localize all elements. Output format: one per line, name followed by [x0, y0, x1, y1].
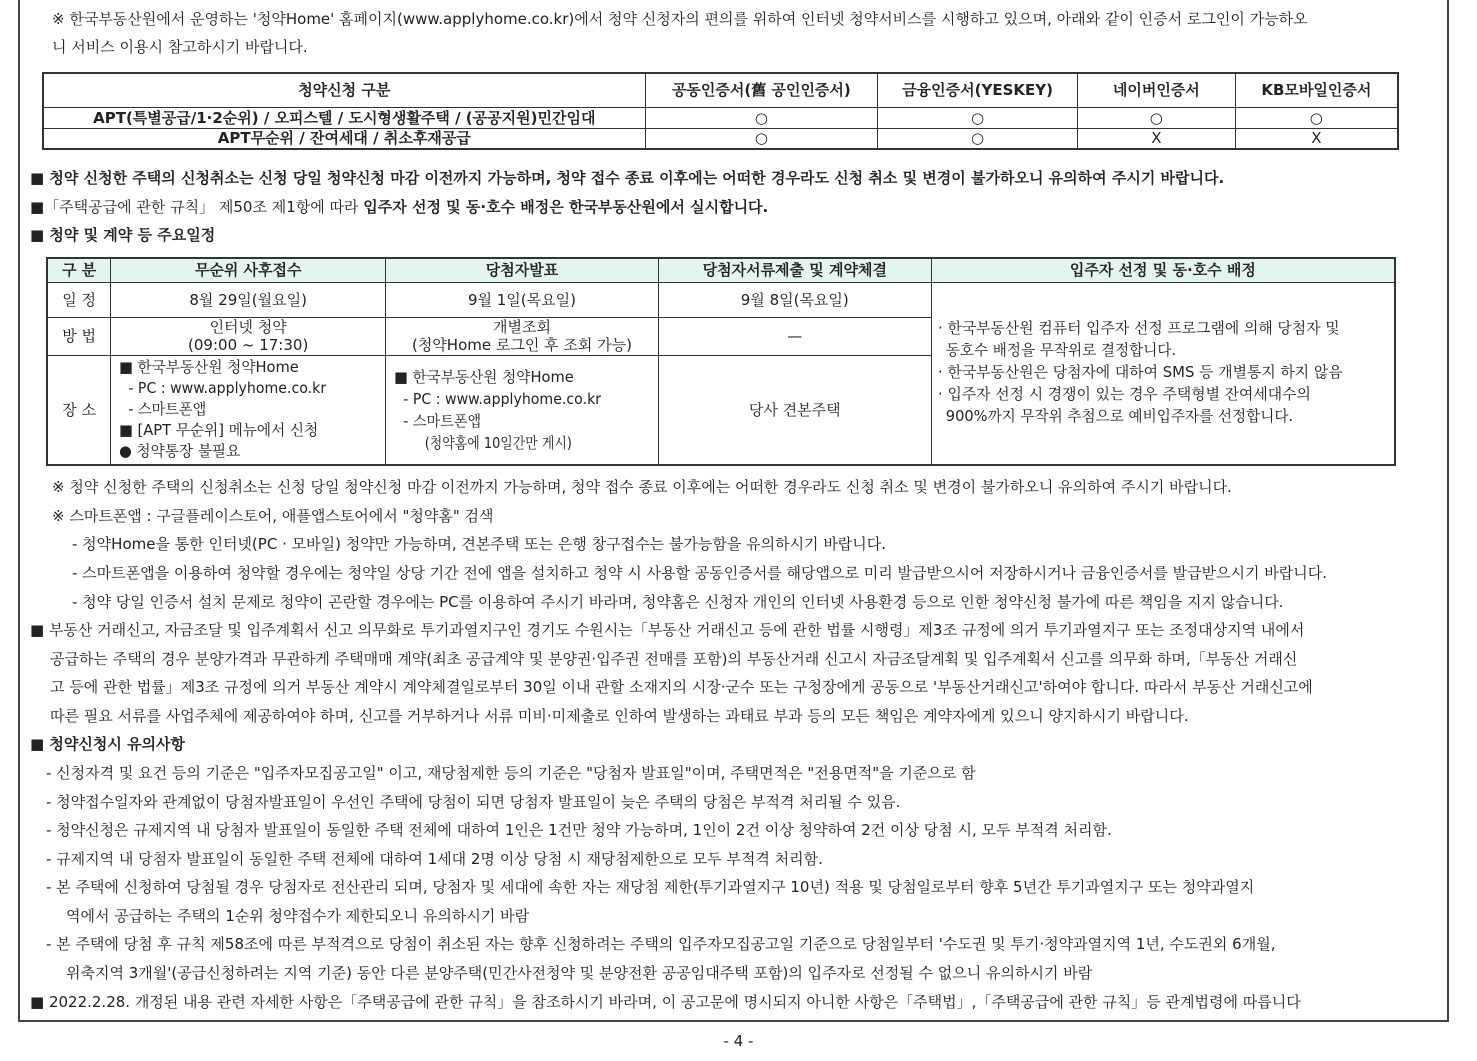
schedule-header-category: 구 분: [47, 258, 111, 282]
place-line: ■ 한국부동산원 청약Home: [119, 358, 300, 377]
schedule-header-winner-announcement: 당첨자발표: [386, 258, 659, 282]
cert-cell: ○: [645, 107, 878, 128]
cert-header-financial: 금융인증서(YESKEY): [878, 73, 1078, 107]
caution-title: ■ 청약신청시 유의사항: [30, 735, 186, 753]
place-line: - 스마트폰앱: [403, 411, 482, 430]
method-line: (청약Home 로그인 후 조회 가능): [411, 336, 632, 354]
cert-row-label: APT(특별공급/1·2순위) / 오피스텔 / 도시형생활주택 / (공공지원)민간임대: [43, 107, 645, 128]
date-contract: 9월 8일(목요일): [658, 282, 931, 317]
cert-cell: X: [1235, 128, 1398, 149]
page-number: - 4 -: [723, 1032, 754, 1050]
caution-line: - 본 주택에 당첨 후 규칙 제58조에 따른 부적격으로 당첨이 취소된 자는 향후 신청하려는 주택의 입주자모집공고일 기준으로 당첨일부터 '수도권 및 투기·청약과열지역 1년, 수도권외 6개월,: [46, 935, 1276, 953]
place-line: ■ 한국부동산원 청약Home: [394, 367, 574, 386]
assign-line: 동호수 배정을 무작위로 결정합니다.: [945, 340, 1176, 359]
caution-line: - 청약신청은 규제지역 내 당첨자 발표일이 동일한 주택 전체에 대하여 1인은 1건만 청약 가능하며, 1인이 2건 이상 청약하여 2건 이상 당첨 시, 모두 부적격 처리함.: [46, 821, 1112, 839]
caution-line: - 규제지역 내 당첨자 발표일이 동일한 주택 전체에 대하여 1세대 2명 이상 당첨 시 재당첨제한으로 모두 부적격 처리함.: [46, 850, 823, 868]
place-line: ● 청약통장 불필요: [119, 442, 241, 461]
intro-line-1: ※ 한국부동산원에서 운영하는 '청약Home' 홈페이지(www.applyhome.co.kr)에서 청약 신청자의 편의를 위하여 인터넷 청약서비스를 시행하고 있으며, 아래와 같이 인증서 로그인이 가능하오: [52, 10, 1308, 28]
realestate-line: 따른 필요 서류를 사업주체에 제공하여야 하며, 신고를 거부하거나 서류 미비·미제출로 인하여 발생하는 과태료 부과 등의 모든 책임은 계약자에게 있으니 양지하시기 바랍니다.: [50, 707, 1189, 725]
document-page: [18, 0, 1449, 1022]
method-post-application: [111, 317, 386, 355]
assignment-cell: [931, 282, 1395, 465]
place-post-application: [111, 355, 386, 465]
place-winner-announcement: [386, 355, 659, 465]
notice-selection-prefix: ■「주택공급에 관한 규칙」 제50조 제1항에 따라: [30, 198, 364, 216]
cert-cell: ○: [1077, 107, 1235, 128]
intro-line-2: 니 서비스 이용시 참고하시기 바랍니다.: [52, 38, 308, 56]
place-contract: 당사 견본주택: [658, 355, 931, 465]
method-contract: —: [658, 317, 931, 355]
date-post-application: 8월 29일(월요일): [111, 282, 386, 317]
method-line: (09:00 ~ 17:30): [188, 336, 309, 354]
method-line: 인터넷 청약: [209, 318, 287, 336]
caution-line: - 본 주택에 신청하여 당첨될 경우 당첨자로 전산관리 되며, 당첨자 및 세대에 속한 자는 재당첨 제한(투기과열지구 10년) 적용 및 당첨일로부터 향후 5년간 투기과열지구 또는 청약과열지: [46, 878, 1255, 896]
note-line: ※ 청약 신청한 주택의 신청취소는 신청 당일 청약신청 마감 이전까지 가능하며, 청약 접수 종료 이후에는 어떠한 경우라도 신청 취소 및 변경이 불가하오니 유의하여 주시기 바랍니다.: [52, 478, 1232, 496]
place-line: - PC : www.applyhome.co.kr: [403, 389, 602, 408]
notice-selection: [30, 197, 768, 217]
realestate-line: 공급하는 주택의 경우 분양가격과 무관하게 주택매매 계약(최초 공급계약 및 분양권·입주권 전매를 포함)의 부동산거래 신고시 자금조달계획 및 입주계획서 신고를 의무화 하며,「부동산 거래신: [50, 650, 1298, 668]
cert-cell: ○: [1235, 107, 1398, 128]
caution-line: 위축지역 3개월'(공급신청하려는 지역 기준) 동안 다른 분양주택(민간사전청약 및 분양전환 공공임대주택 포함)의 입주자로 선정될 수 없으니 유의하시기 바람: [66, 964, 1093, 982]
row-label-place: 장 소: [47, 355, 111, 465]
cert-header-category: 청약신청 구분: [43, 73, 645, 107]
table-row: [43, 128, 1398, 149]
place-line: - PC : www.applyhome.co.kr: [128, 379, 327, 398]
table-row: [47, 282, 1395, 317]
assign-line: · 입주자 선정 시 경쟁이 있는 경우 주택형별 잔여세대수의: [937, 384, 1311, 403]
table-row: [43, 107, 1398, 128]
notice-cancel: ■ 청약 신청한 주택의 신청취소는 신청 당일 청약신청 마감 이전까지 가능하며, 청약 접수 종료 이후에는 어떠한 경우라도 신청 취소 및 변경이 불가하오니 유의하여 주시기 바랍니다.: [30, 169, 1225, 187]
notice-selection-bold: 입주자 선정 및 동·호수 배정은 한국부동산원에서 실시합니다.: [363, 198, 769, 216]
cert-cell: ○: [645, 128, 878, 149]
place-line: (청약홈에 10일간만 게시): [424, 433, 572, 452]
method-winner-announcement: [386, 317, 659, 355]
assign-line: · 한국부동산원은 당첨자에 대하여 SMS 등 개별통지 하지 않음: [937, 362, 1343, 381]
schedule-title: ■ 청약 및 계약 등 주요일정: [30, 226, 216, 244]
caution-line: - 청약접수일자와 관계없이 당첨자발표일이 우선인 주택에 당첨이 되면 당첨자 발표일이 늦은 주택의 당첨은 부적격 처리될 수 있음.: [46, 793, 901, 811]
cert-cell: ○: [878, 128, 1078, 149]
row-label-method: 방 법: [47, 317, 111, 355]
cert-header-joint: 공동인증서(舊 공인인증서): [645, 73, 878, 107]
date-winner-announcement: 9월 1일(목요일): [386, 282, 659, 317]
note-line: ※ 스마트폰앱 : 구글플레이스토어, 애플앱스토어에서 "청약홈" 검색: [52, 507, 494, 525]
schedule-header-post-application: 무순위 사후접수: [111, 258, 386, 282]
note-line: - 청약 당일 인증서 설치 문제로 청약이 곤란할 경우에는 PC를 이용하여 주시기 바라며, 청약홈은 신청자 개인의 인터넷 사용환경 등으로 인한 청약신청 불가에 따른 책임을 지지 않습니다.: [72, 593, 1284, 611]
assign-line: 900%까지 무작위 추첨으로 예비입주자를 선정합니다.: [945, 406, 1293, 425]
cert-cell: X: [1077, 128, 1235, 149]
place-line: - 스마트폰앱: [128, 400, 207, 419]
method-line: 개별조회: [492, 318, 551, 336]
note-line: - 청약Home을 통한 인터넷(PC · 모바일) 청약만 가능하며, 견본주택 또는 은행 창구접수는 불가능함을 유의하시기 바랍니다.: [72, 535, 887, 553]
assign-line: · 한국부동산원 컴퓨터 입주자 선정 프로그램에 의해 당첨자 및: [937, 318, 1340, 337]
schedule-header-assignment: 입주자 선정 및 동·호수 배정: [931, 258, 1395, 282]
cert-row-label: APT무순위 / 잔여세대 / 취소후재공급: [43, 128, 645, 149]
cert-cell: ○: [878, 107, 1078, 128]
cert-header-naver: 네이버인증서: [1077, 73, 1235, 107]
place-line: ■ [APT 무순위] 메뉴에서 신청: [119, 421, 319, 440]
row-label-date: 일 정: [47, 282, 111, 317]
realestate-line: ■ 부동산 거래신고, 자금조달 및 입주계획서 신고 의무화로 투기과열지구인 경기도 수원시는「부동산 거래신고 등에 관한 법률 시행령」제3조 규정에 의거 투기과열지구 또는 조정대상지역 내에서: [30, 621, 1305, 639]
realestate-line: 고 등에 관한 법률」제3조 규정에 의거 부동산 계약시 계약체결일로부터 30일 이내 관할 소재지의 시장·군수 또는 구청장에게 공동으로 '부동산거래신고'하여야 합니다. 따라서 부동산 거래신고에: [50, 678, 1313, 696]
schedule-table: [46, 257, 1396, 466]
certificate-table: [42, 72, 1399, 150]
final-notice: ■ 2022.2.28. 개정된 내용 관련 자세한 사항은「주택공급에 관한 규칙」을 참조하시기 바라며, 이 공고문에 명시되지 아니한 사항은「주택법」,「주택공급에 관한 규칙」등 관계법령에 따릅니다: [30, 993, 1301, 1011]
schedule-header-contract: 당첨자서류제출 및 계약체결: [658, 258, 931, 282]
caution-line: 역에서 공급하는 주택의 1순위 청약접수가 제한되오니 유의하시기 바람: [66, 907, 530, 925]
caution-line: - 신청자격 및 요건 등의 기준은 "입주자모집공고일" 이고, 재당첨제한 등의 기준은 "당첨자 발표일"이며, 주택면적은 "전용면적"을 기준으로 함: [46, 764, 976, 782]
cert-header-kb: KB모바일인증서: [1235, 73, 1398, 107]
note-line: - 스마트폰앱을 이용하여 청약할 경우에는 청약일 상당 기간 전에 앱을 설치하고 청약 시 사용할 공동인증서를 해당앱으로 미리 발급받으시어 저장하시거나 금융인증서를 발급받으시기 바랍니다.: [72, 564, 1328, 582]
